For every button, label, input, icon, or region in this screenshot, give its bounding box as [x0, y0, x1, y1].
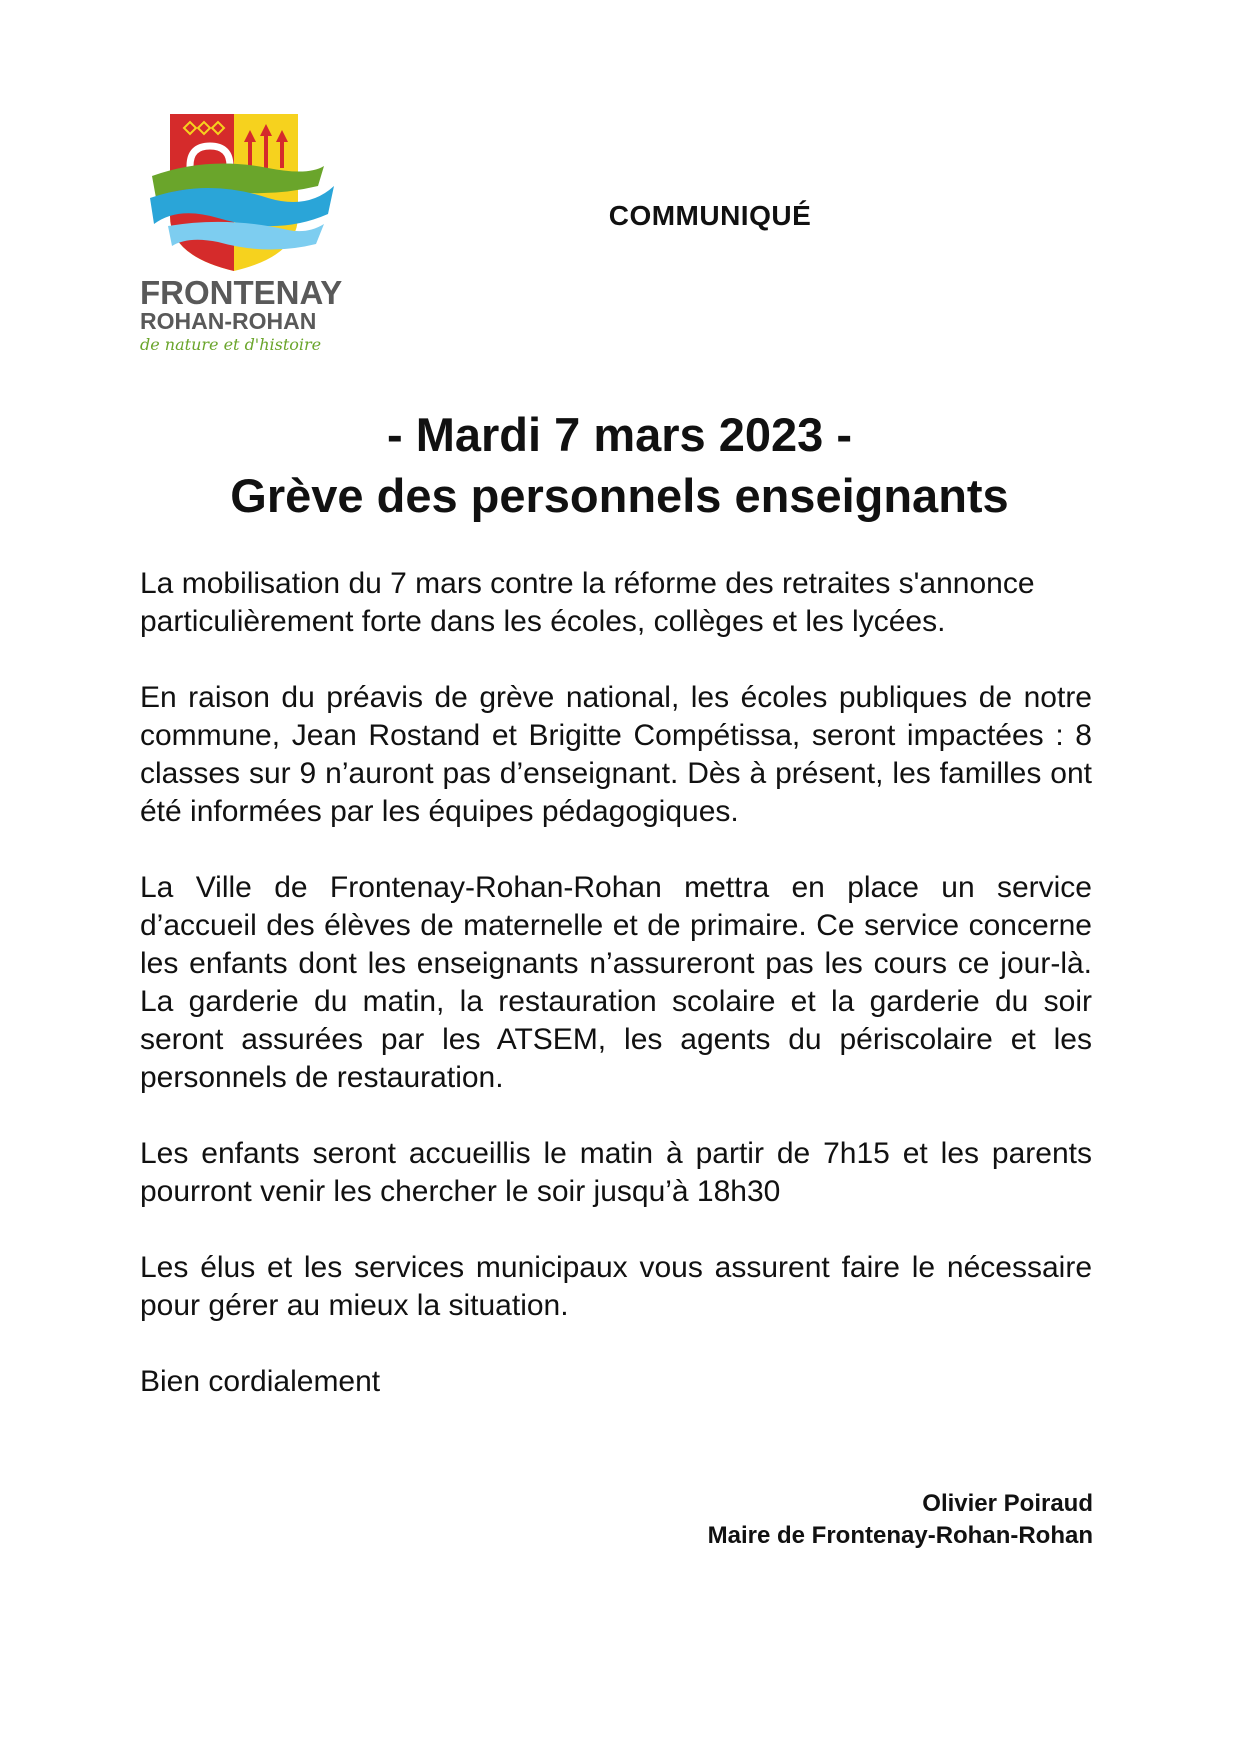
paragraph: La mobilisation du 7 mars contre la réforme des retraites s'annonce particulièrement forte dans les écoles, collèges et les lycées. — [140, 567, 1035, 638]
closing: Bien cordialement — [140, 1365, 381, 1398]
letter-body — [140, 565, 1092, 1439]
logo-city-name: FRONTENAY — [140, 274, 343, 311]
title-date: - Mardi 7 mars 2023 - — [387, 408, 852, 461]
paragraph: Les élus et les services municipaux vous assurent faire le nécessaire pour gérer au mieux la situation. — [140, 1251, 1092, 1322]
title-subject: Grève des personnels enseignants — [230, 469, 1009, 522]
paragraph: En raison du préavis de grève national, les écoles publiques de notre commune, Jean Rostand et Brigitte Compétissa, seront impactées : 8 classes sur 9 n’auront pas d’enseignant. Dès à présent, les familles ont été informées par les équipes pédagogiques. — [140, 681, 1092, 828]
logo-city-name-suffix: ROHAN-ROHAN — [140, 308, 317, 334]
signature-name: Olivier Poiraud — [922, 1490, 1093, 1517]
logo-tagline: de nature et d'histoire — [140, 335, 322, 354]
coat-of-arms-icon — [148, 106, 338, 276]
paragraph: Les enfants seront accueillis le matin à partir de 7h15 et les parents pourront venir les chercher le soir jusqu’à 18h30 — [140, 1137, 1092, 1208]
paragraph: La Ville de Frontenay-Rohan-Rohan mettra en place un service d’accueil des élèves de maternelle et de primaire. Ce service concerne les enfants dont les enseignants n’assureront pas les cours ce jour-là. La garderie du matin, la restauration scolaire et la garderie du soir seront assurées par les ATSEM, les agents du périscolaire et les personnels de restauration. — [140, 871, 1092, 1094]
document-type-label: COMMUNIQUÉ — [608, 200, 812, 231]
city-logo — [140, 100, 350, 360]
signature-role: Maire de Frontenay-Rohan-Rohan — [707, 1522, 1093, 1549]
